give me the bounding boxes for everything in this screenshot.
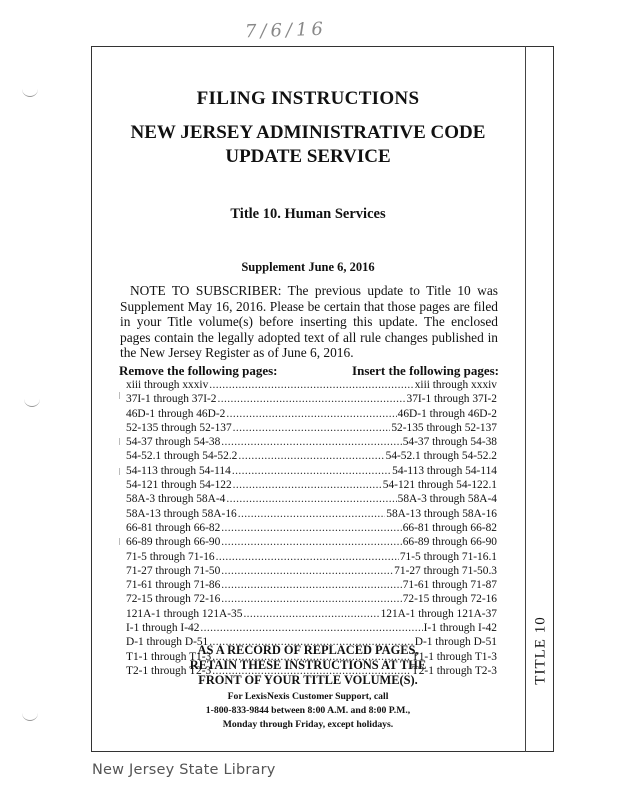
page-list <box>126 378 497 678</box>
remove-pages: xiii through xxxiv <box>126 379 209 391</box>
subscriber-note: NOTE TO SUBSCRIBER: The previous update to Title 10 was Supplement May 16, 2016. Please be certain that those pages are filed in your Title volume(s) before inserting this update. The enclosed pages contain the legally adopted text of all rule changes published in the New Jersey Register as of June 6, 2016. <box>120 283 498 360</box>
page-list-row <box>126 550 497 564</box>
dot-leader <box>238 449 384 463</box>
insert-column-header: Insert the following pages: <box>352 363 499 378</box>
supplement-date: Supplement June 6, 2016 <box>241 260 375 274</box>
filing-instructions-heading: FILING INSTRUCTIONS <box>196 88 420 109</box>
punch-hole-mark <box>22 712 38 721</box>
margin-tick <box>119 538 123 545</box>
insert-pages: 71-27 through 71-50.3 <box>394 564 497 577</box>
remove-pages: 46D-1 through 46D-2 <box>126 407 226 420</box>
tab-divider-line <box>525 46 526 752</box>
remove-pages: 58A-13 through 58A-16 <box>126 507 237 520</box>
side-tab <box>531 605 551 695</box>
dot-leader <box>232 464 391 478</box>
handwritten-note: 7/6/16 <box>244 18 328 43</box>
insert-pages: 66-81 through 66-82 <box>402 521 497 534</box>
remove-pages: 66-81 through 66-82 <box>126 521 221 534</box>
insert-pages: 54-52.1 through 54-52.2 <box>385 450 497 463</box>
remove-pages: 71-61 through 71-86 <box>126 579 221 592</box>
page-list-row <box>126 521 497 535</box>
dot-leader <box>209 378 413 392</box>
page-list-row <box>126 407 497 421</box>
dot-leader <box>233 478 382 492</box>
margin-tick <box>119 468 123 475</box>
customer-support <box>93 690 523 732</box>
page-list-row <box>126 564 497 578</box>
insert-pages: 121A-1 through 121A-37 <box>380 607 497 620</box>
page-list-row <box>126 478 497 492</box>
support-line-2: 1-800-833-9844 between 8:00 A.M. and 8:00 P.M., <box>205 705 411 716</box>
insert-pages: 54-37 through 54-38 <box>402 436 497 449</box>
remove-pages: 121A-1 through 121A-35 <box>126 607 243 620</box>
page-list-row <box>126 392 497 406</box>
support-line-3: Monday through Friday, except holidays. <box>222 719 394 730</box>
dot-leader <box>221 592 401 606</box>
dot-leader <box>243 607 379 621</box>
insert-pages: D-1 through D-51 <box>414 636 497 649</box>
dot-leader <box>221 578 401 592</box>
page-list-row <box>126 464 497 478</box>
remove-pages: 66-89 through 66-90 <box>126 536 221 549</box>
insert-pages: I-1 through I-42 <box>423 622 497 635</box>
insert-pages: 52-135 through 52-137 <box>391 421 497 434</box>
insert-pages: 71-61 through 71-87 <box>402 579 497 592</box>
insert-pages: 46D-1 through 46D-2 <box>397 407 497 420</box>
dot-leader <box>233 421 391 435</box>
remove-pages: 71-27 through 71-50 <box>126 564 221 577</box>
insert-pages: 72-15 through 72-16 <box>402 593 497 606</box>
remove-pages: 54-52.1 through 54-52.2 <box>126 450 238 463</box>
page-list-row <box>126 621 497 635</box>
insert-pages: 66-89 through 66-90 <box>402 536 497 549</box>
record-line-2: RETAIN THESE INSTRUCTIONS AT THE <box>189 658 427 672</box>
support-line-1: For LexisNexis Customer Support, call <box>227 691 389 702</box>
remove-pages: 72-15 through 72-16 <box>126 593 221 606</box>
punch-hole-mark <box>24 398 40 407</box>
insert-pages: 58A-13 through 58A-16 <box>386 507 497 520</box>
remove-pages: 37I-1 through 37I-2 <box>126 393 217 406</box>
page-list-row <box>126 507 497 521</box>
insert-pages: xiii through xxxiv <box>414 379 497 391</box>
remove-pages: T1-1 through T1-3 <box>126 650 212 663</box>
dot-leader <box>221 521 401 535</box>
page-list-row <box>126 535 497 549</box>
page-list-row <box>126 449 497 463</box>
insert-pages: T2-1 through T2-3 <box>411 664 497 677</box>
insert-pages: 58A-3 through 58A-4 <box>397 493 497 506</box>
page-list-row <box>126 421 497 435</box>
page-list-row <box>126 492 497 506</box>
page-list-row <box>126 435 497 449</box>
dot-leader <box>217 392 405 406</box>
remove-pages: 71-5 through 71-16 <box>126 550 215 563</box>
remove-pages: 54-37 through 54-38 <box>126 436 221 449</box>
dot-leader <box>226 407 396 421</box>
insert-pages: T1-1 through T1-3 <box>411 650 497 663</box>
title-name: Title 10. Human Services <box>230 206 386 222</box>
insert-pages: 37I-1 through 37I-2 <box>406 393 497 406</box>
column-headers <box>119 363 499 379</box>
punch-hole-mark <box>22 88 38 97</box>
margin-tick <box>119 438 123 445</box>
remove-pages: 54-121 through 54-122 <box>126 479 232 492</box>
record-notice <box>93 643 523 688</box>
dot-leader <box>221 535 401 549</box>
heading-line-2: NEW JERSEY ADMINISTRATIVE CODE <box>130 122 486 143</box>
library-stamp: New Jersey State Library <box>92 762 276 778</box>
dot-leader <box>200 621 422 635</box>
heading-line-3: UPDATE SERVICE <box>225 146 391 167</box>
code-update-heading <box>93 121 523 169</box>
page-list-row <box>126 592 497 606</box>
remove-pages: 54-113 through 54-114 <box>126 464 231 477</box>
remove-pages: I-1 through I-42 <box>126 622 200 635</box>
dot-leader <box>226 492 396 506</box>
remove-column-header: Remove the following pages: <box>119 363 278 378</box>
side-tab-label: TITLE 10 <box>532 615 549 685</box>
remove-pages: D-1 through D-51 <box>126 636 209 649</box>
record-line-3: FRONT OF YOUR TITLE VOLUME(S). <box>198 673 418 687</box>
remove-pages: 58A-3 through 58A-4 <box>126 493 226 506</box>
dot-leader <box>221 435 401 449</box>
margin-tick <box>119 392 123 399</box>
page-list-row <box>126 378 497 392</box>
dot-leader <box>216 550 399 564</box>
insert-pages: 54-113 through 54-114 <box>392 464 497 477</box>
record-line-1: AS A RECORD OF REPLACED PAGES, <box>197 643 419 657</box>
insert-pages: 54-121 through 54-122.1 <box>382 479 497 492</box>
remove-pages: 52-135 through 52-137 <box>126 421 232 434</box>
insert-pages: 71-5 through 71-16.1 <box>399 550 497 563</box>
remove-pages: T2-1 through T2-3 <box>126 664 212 677</box>
dot-leader <box>238 507 386 521</box>
dot-leader <box>221 564 393 578</box>
page-list-row <box>126 578 497 592</box>
page-list-row <box>126 607 497 621</box>
